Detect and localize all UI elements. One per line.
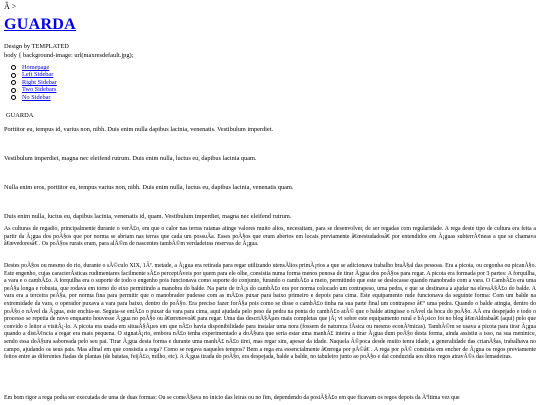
main-nav	[7, 64, 536, 102]
intro-line-3: Nulla enim eros, porttitor eu, tempus varius non, nibh. Duis enim nulla, luctus eu, dapibus lacinia, venenatis quam.	[4, 184, 294, 191]
design-credit: Design by TEMPLATED	[4, 43, 69, 50]
intro-line-4: Duis enim nulla, luctus eu, dapibus lacinia, venenatis id, quam. Vestibulum imperdiet, magna nec eleifend rutrum.	[4, 213, 292, 220]
site-title-link[interactable]: GUARDA	[4, 16, 77, 33]
intro-line-2: Vestibulum imperdiet, magna nec eleifend rutrum. Duis enim nulla, luctus eu, dapibus lacinia quam.	[4, 155, 257, 162]
nav-item-right-sidebar	[7, 79, 536, 87]
article-paragraph-2: Destes poÃ§os ou mesmo do rio, durante o sÃ©culo XIX, 1Âª. metade, a Ã¡gua era retirada para regar utilizando utensÃlios primÃ¡rios a que se adicionava trabalho braÃ§al das pessoas. Era a picota, ou cegonha ou picanÃ§o. Este engenho, cujas caracterÃsticas rudimentares facilmente sÃ£o perceptÃveis por quem para ele olhe, consistia numa forma menos penosa de tirar Ã¡gua dos poÃ§os para regar. A picota era formada por 3 partes: A forquilha, a vara e o cambÃ£o. A forquilha era o suporte de todo o engenho pois funcionava como suporte do conjunto, furando o cambÃ£o a meio, permitindo que este se deslocasse quando manobrado com a vara. O CambÃ£o era uma peÃ§a longa e robusta, que rodava em torno do eixo permitindo a manobra do balde. Na parte de trÃ¡s do cambÃ£o era por norma colocado um contrapeso, uma pedra, e que se destinava a ajudar na elevaÃ§Ã£o do balde. A vara era a terceira peÃ§a, por norma fina para permitir que o manobrador pudesse com as mÃ£os puxar para baixo primeiro e depois para cima. Este equipamento rude funcionava da seguinte forma: Com um balde na extremidade da vara, o operador puxava a vara para baixo, dentro do poÃ§o. Era preciso fazer forÃ§a pois como se disse o cambÃ£o tinha na sua parte final um contrapeso â€“ uma pedra. Quando o balde atingia, dentro do poÃ§o o nÃvel da Ã¡gua, este enchia-se. Seguia-se entÃ£o o puxar da vara para cima, aqui ajudada pelo peso da pedra na ponta do cambÃ£o atÃ© que o balde atingisse o nÃvel da boca do poÃ§o. AÃ era despejado e todo o processo se repetia de novo enquanto houvesse Ã¡gua no poÃ§o ou â€œrenovoâ€ para regar. Uma das descriÃ§Ãµes mais completas que jÃ¡ vi sobre este equipamento rural e bÃ¡sico foi no blog â€œAldrabaâ€ (aqui) pelo que convido o leitor a visitÃ¡-lo. A picota era usada em situaÃ§Ãµes em que nÃ£o havia disponibilidade para instalar uma nora (fossem de natureza fÃsica ou mesmo econÃ³micas). TambÃ©m se usava a picota para tirar Ã¡gua quando a distÃ¢ncia a regar era mais pequena. O signatÃ¡rio, embora nÃ£o tenha experimentado a doÃ§ura que seria estar uma manhÃ£ inteira a tirar Ã¡gua dum poÃ§o desta forma, ainda assistiu a isso, na sua meninice, sendo essa doÃ§ura saboreada pelo seu pai. Tirar Ã¡gua desta forma e durante uma manhÃ£ nÃ£o tirei, mas regar sim, apesar da idade. Naquela Ã©poca desde muito tenra idade, a generalidade das crianÃ§as, trabalhava no campo, ajudando os seus pais. Mas afinal em que consistia a rega? Como se regava naqueles tempos? Bem a rega era essencialmente â€œrega por pÃ©â€ . A rega por pÃ© consistia em encher de Ã¡gua os regos previamente feitos entre as diferentes fiadas de plantas (de batatas, feijÃ£o, milho, etc). A Ã¡gua tirada do poÃ§o, era despejada, balde a balde, no tabuleiro junto ao poÃ§o e dai conduzida aos ditos regos atravÃ©s das lemadeiras.	[4, 263, 536, 361]
bullet-icon	[11, 95, 16, 100]
bullet-icon	[11, 65, 16, 70]
bullet-icon	[11, 88, 16, 93]
nav-link-homepage[interactable]: Homepage	[22, 63, 50, 71]
bullet-icon	[11, 73, 16, 78]
intro-line-1: Porttitor eu, tempus id, varius non, nibh. Duis enim nulla dapibus lacinia, venenatis. Vestibulum imperdiet.	[4, 126, 274, 133]
section-label: GUARDA	[6, 112, 34, 119]
article-paragraph-3: Em bom rigor a rega podia ser executada de uma de duas formas: Ou se comeÃ§ava no inicio das leiras ou no fim, dependendo da posiÃ§Ã£o em que ficavam os regos depois da Ãºltima vez que	[4, 395, 460, 401]
nav-item-two-sidebars	[7, 87, 536, 95]
nav-link-right-sidebar[interactable]: Right Sidebar	[22, 78, 57, 86]
bullet-icon	[11, 80, 16, 85]
nav-link-left-sidebar[interactable]: Left Sidebar	[22, 71, 54, 79]
header-mojibake-text: Â >	[4, 2, 17, 11]
nav-item-homepage	[7, 64, 536, 72]
nav-item-left-sidebar	[7, 72, 536, 80]
stray-css-text: body { background-image: url(maxresdefault.jpg);	[4, 52, 134, 59]
nav-item-no-sidebar	[7, 94, 536, 102]
nav-link-no-sidebar[interactable]: No Sidebar	[22, 93, 51, 101]
article-paragraph-1: As culturas de regadio, principalmente durante o verÃ£o, em que o calor nas terras raianas atinge valores muito altos, necessitam, para se desenvolver, de ser regadas com regularidade. A rega deste tipo de cultura era feita a partir da Ã¡gua dos poÃ§os que por norma se abriam nas terras que cada um possuÃa. Esses poÃ§os que eram abertos em locais previamente â€œestudadosâ€ por entendidos em Ã¡guas subterrÃ¢neas a que se chamava â€œvedoresâ€ . Os poÃ§os rurais eram, para alÃ©m de nascentes tambÃ©m verdadeiras reservas de Ã¡gua.	[4, 226, 536, 248]
nav-link-two-sidebars[interactable]: Two Sidebars	[22, 86, 57, 94]
